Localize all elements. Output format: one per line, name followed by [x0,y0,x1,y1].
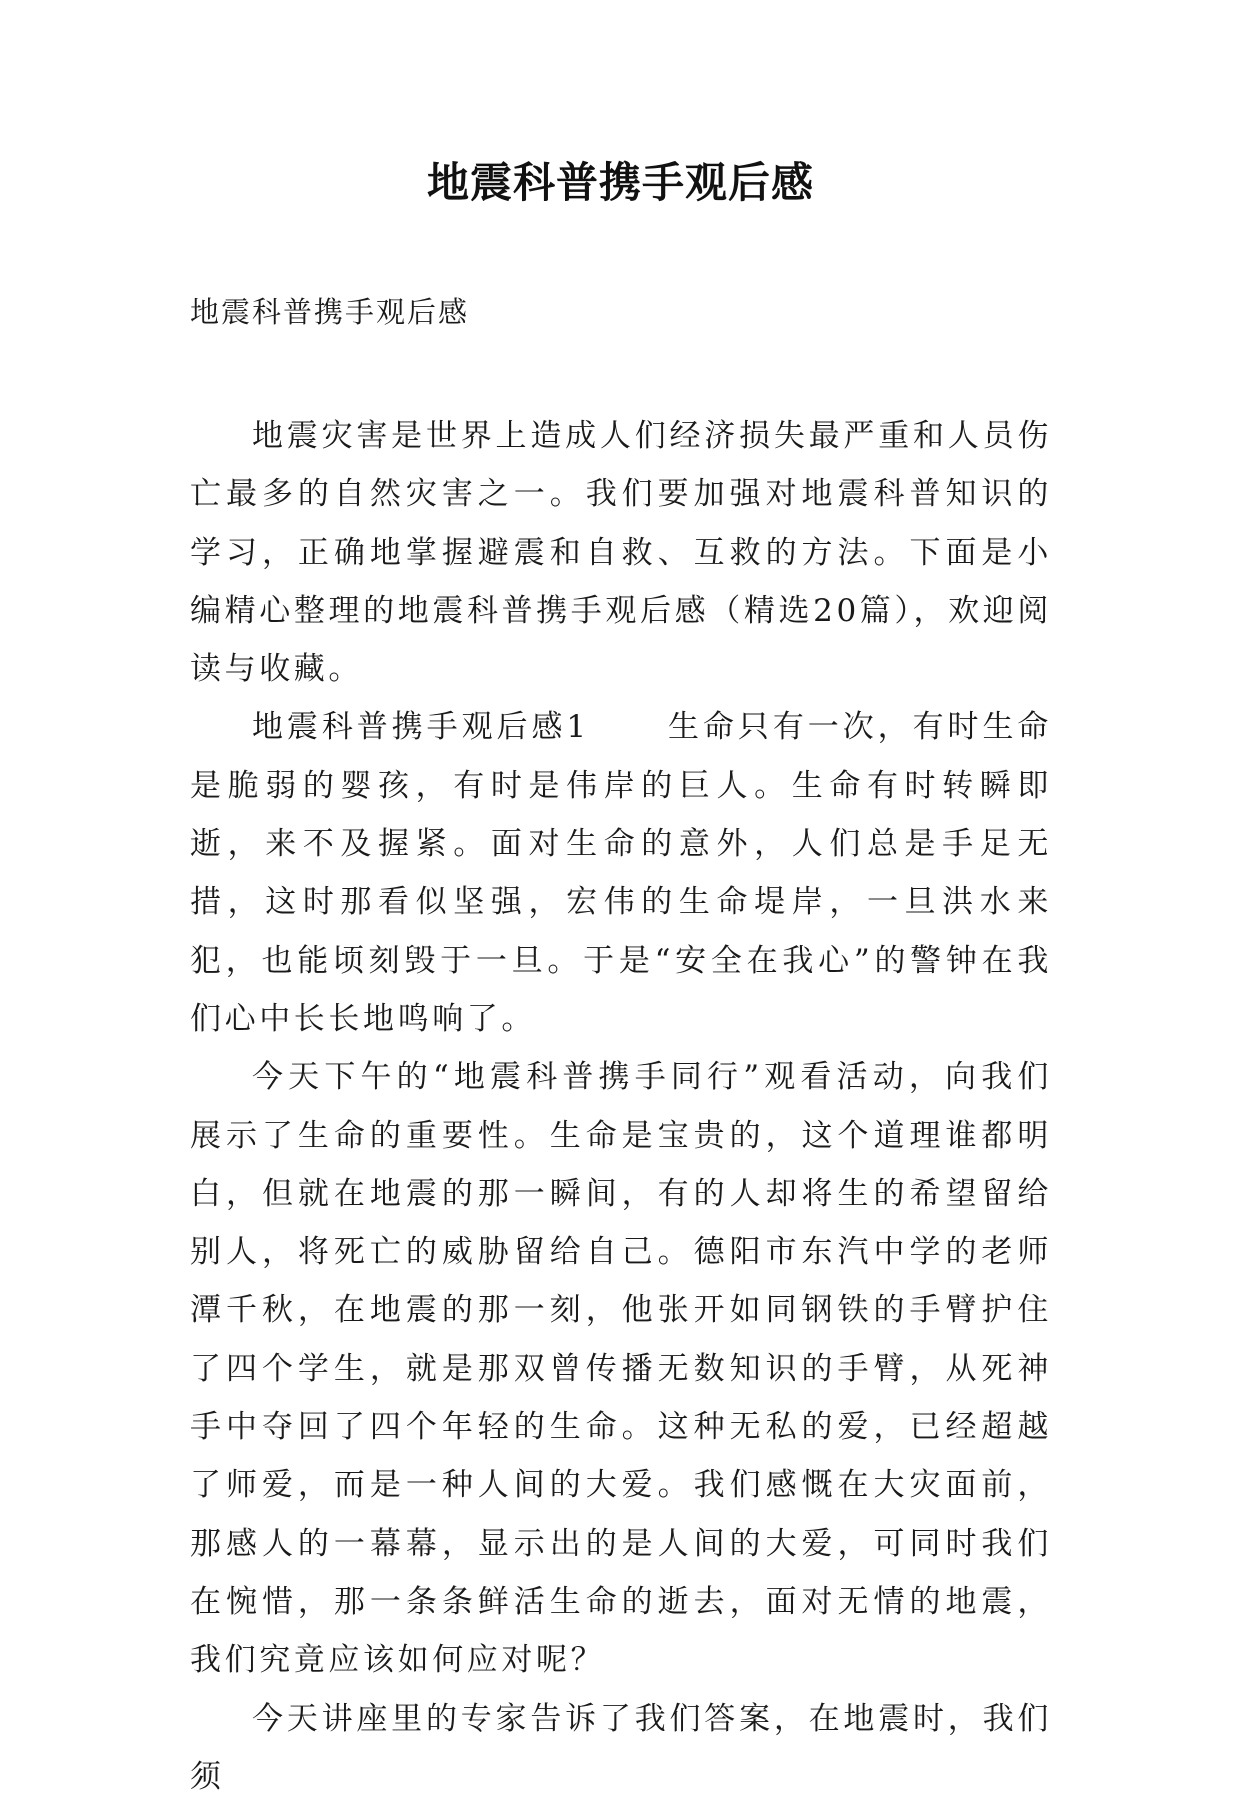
document-body [190,407,1052,1806]
intro-paragraph: 地震灾害是世界上造成人们经济损失最严重和人员伤亡最多的自然灾害之一。我们要加强对地震科普知识的学习，正确地掌握避震和自救、互救的方法。下面是小编精心整理的地震科普携手观后感（精选20篇），欢迎阅读与收藏。 [190,418,1052,688]
body-paragraph: 今天下午的“地震科普携手同行”观看活动，向我们展示了生命的重要性。生命是宝贵的，这个道理谁都明白，但就在地震的那一瞬间，有的人却将生的希望留给别人，将死亡的威胁留给自己。德阳市东汽中学的老师潭千秋，在地震的那一刻，他张开如同钢铁的手臂护住了四个学生，就是那双曾传播无数知识的手臂，从死神手中夺回了四个年轻的生命。这种无私的爱，已经超越了师爱，而是一种人间的大爱。我们感慨在大灾面前，那感人的一幕幕，显示出的是人间的大爱，可同时我们在惋惜，那一条条鲜活生命的逝去，面对无情的地震，我们究竟应该如何应对呢？ [190,1059,1052,1679]
section-1-paragraph [190,698,1052,1048]
body-paragraph: 今天讲座里的专家告诉了我们答案，在地震时，我们须 [190,1700,1052,1795]
document-title: 地震科普携手观后感 [426,158,814,207]
section-1-text: 生命只有一次，有时生命是脆弱的婴孩，有时是伟岸的巨人。生命有时转瞬即逝，来不及握紧。面对生命的意外，人们总是手足无措，这时那看似坚强，宏伟的生命堤岸，一旦洪水来犯，也能顷刻毁于一旦。于是“安全在我心”的警钟在我们心中长长地鸣响了。 [190,709,1052,1037]
section-1-heading: 地震科普携手观后感1 [252,709,590,746]
document-subtitle: 地震科普携手观后感 [190,295,470,329]
